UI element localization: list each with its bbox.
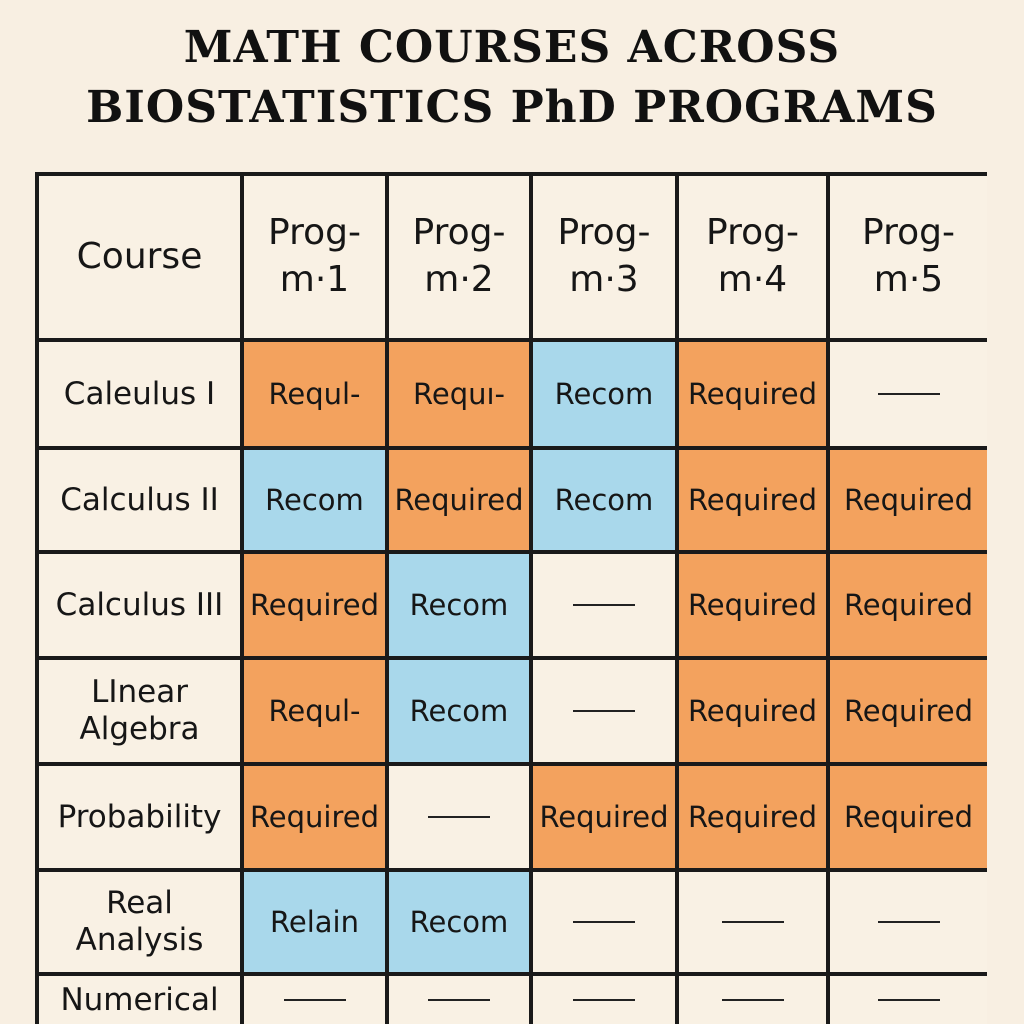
- status-cell-required: [389, 450, 529, 550]
- row-label-course: Calculus II: [39, 450, 240, 550]
- status-text: [878, 393, 940, 395]
- status-text: Recom: [554, 483, 654, 517]
- status-cell-required: [679, 660, 826, 762]
- status-text: Required: [687, 483, 818, 517]
- row-label-course: Numerical: [39, 976, 240, 1024]
- row-label-course: Probability: [39, 766, 240, 868]
- status-cell-none: [830, 342, 987, 446]
- status-cell-none: [830, 976, 987, 1024]
- column-header-program-2: Prog- m·2: [389, 176, 529, 338]
- status-cell-recommended: [389, 660, 529, 762]
- column-header-program-1: Prog- m·1: [244, 176, 385, 338]
- status-text: [573, 999, 635, 1001]
- status-cell-recommended: [389, 872, 529, 972]
- status-cell-required: [244, 766, 385, 868]
- status-text: Requl-: [268, 694, 361, 728]
- status-cell-required: [830, 766, 987, 868]
- status-text: Required: [687, 377, 818, 411]
- status-text: [722, 921, 784, 923]
- status-text: Required: [687, 694, 818, 728]
- status-text: Recom: [409, 694, 509, 728]
- status-text: Recom: [409, 905, 509, 939]
- status-text: Required: [687, 800, 818, 834]
- status-cell-none: [533, 872, 675, 972]
- status-text: Required: [843, 694, 974, 728]
- status-text: Required: [539, 800, 669, 834]
- status-text: [284, 999, 346, 1001]
- status-cell-none: [533, 660, 675, 762]
- status-cell-recommended: [533, 342, 675, 446]
- status-cell-required: [679, 342, 826, 446]
- status-cell-recommended: [244, 872, 385, 972]
- row-label-course: Calculus III: [39, 554, 240, 656]
- status-text: [573, 604, 635, 606]
- status-text: [428, 816, 490, 818]
- status-cell-required: [679, 554, 826, 656]
- status-text: [573, 921, 635, 923]
- row-label-course: Real Analysis: [39, 872, 240, 972]
- status-cell-required: [830, 554, 987, 656]
- status-text: Required: [843, 800, 974, 834]
- status-cell-none: [389, 976, 529, 1024]
- course-table: [35, 172, 987, 1024]
- status-text: Required: [394, 483, 524, 517]
- column-header-course: Course: [39, 176, 240, 338]
- status-text: Required: [843, 483, 974, 517]
- column-header-program-3: Prog- m·3: [533, 176, 675, 338]
- status-text: [722, 999, 784, 1001]
- status-cell-none: [389, 766, 529, 868]
- status-text: Recom: [265, 483, 364, 517]
- status-cell-required: [679, 766, 826, 868]
- status-cell-recommended: [533, 450, 675, 550]
- column-header-program-5: Prog- m·5: [830, 176, 987, 338]
- status-text: Requl-: [268, 377, 361, 411]
- status-text: Required: [687, 588, 818, 622]
- status-text: Requı-: [413, 377, 505, 411]
- status-text: [573, 710, 635, 712]
- status-cell-required: [830, 450, 987, 550]
- chart-title-line-1: MATH COURSES ACROSS: [183, 22, 841, 73]
- column-header-program-4: Prog- m·4: [679, 176, 826, 338]
- status-text: Recom: [554, 377, 654, 411]
- status-text: Relain: [270, 905, 359, 939]
- status-cell-required: [389, 342, 529, 446]
- status-cell-required: [533, 766, 675, 868]
- status-cell-required: [244, 660, 385, 762]
- status-text: [878, 999, 940, 1001]
- status-text: [428, 999, 490, 1001]
- status-text: Required: [249, 588, 380, 622]
- status-cell-none: [679, 976, 826, 1024]
- status-cell-none: [244, 976, 385, 1024]
- status-cell-recommended: [244, 450, 385, 550]
- status-cell-none: [679, 872, 826, 972]
- status-text: [878, 921, 940, 923]
- status-text: Required: [249, 800, 380, 834]
- status-cell-required: [679, 450, 826, 550]
- status-cell-none: [533, 554, 675, 656]
- row-label-course: Caleulus I: [39, 342, 240, 446]
- status-cell-none: [830, 872, 987, 972]
- status-cell-required: [830, 660, 987, 762]
- status-cell-none: [533, 976, 675, 1024]
- status-cell-required: [244, 554, 385, 656]
- chart-title-line-2: BIOSTATISTICS PhD PROGRAMS: [86, 82, 938, 133]
- status-cell-required: [244, 342, 385, 446]
- status-text: Recom: [409, 588, 509, 622]
- row-label-course: LInear Algebra: [39, 660, 240, 762]
- status-cell-recommended: [389, 554, 529, 656]
- status-text: Required: [843, 588, 974, 622]
